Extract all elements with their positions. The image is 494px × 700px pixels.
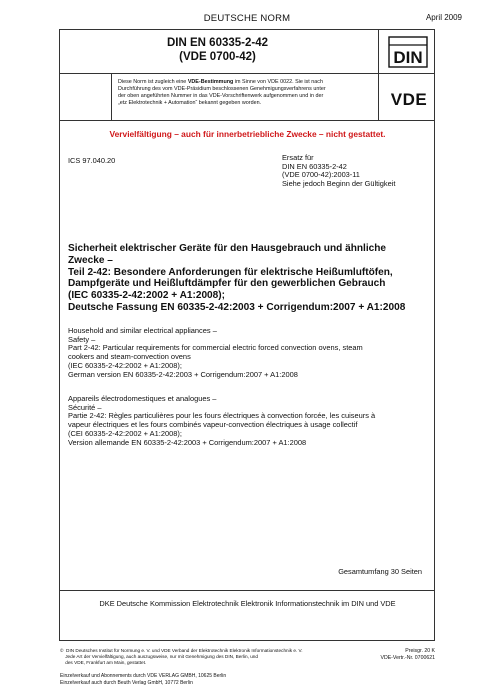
- vde-logo-text: VDE: [390, 90, 428, 109]
- replacement-info: [282, 154, 395, 188]
- divider-rule: [59, 120, 435, 121]
- title-line: cookers and steam-convection ovens: [68, 352, 191, 362]
- copyright-line: Jede Art der Vervielfältigung, auch auszugsweise, nur mit Genehmigung des DIN, Berlin, und: [60, 653, 259, 659]
- replacement-line: DIN EN 60335-2-42: [282, 161, 347, 171]
- replacement-line: (VDE 0700-42):2003-11: [282, 170, 360, 180]
- price-group: Preisgr. 20 K: [405, 648, 435, 654]
- note-column-rule: [111, 73, 112, 120]
- vde-note-text: der oben angeführten Nummer in das VDE-Vorschriftenwerk aufgenommen und in der: [118, 93, 324, 99]
- standard-title: [60, 36, 375, 64]
- vde-note-text: im Sinne von VDE 0022. Sie ist nach: [233, 79, 323, 85]
- sales-line: Einzelverkauf auch durch Beuth Verlag GmbH, 10772 Berlin: [60, 679, 193, 686]
- ics-code: ICS 97.040.20: [68, 156, 116, 165]
- title-line: (CEI 60335-2-42:2002 + A1:2008);: [68, 428, 182, 438]
- price-info: [381, 648, 436, 661]
- title-line: Sicherheit elektrischer Geräte für den Hausgebrauch und ähnliche: [68, 243, 387, 254]
- sales-info: [60, 673, 226, 686]
- copyright-line: des VDE, Frankfurt am Main, gestattet.: [60, 659, 147, 665]
- title-line: Dampfgeräte und Heißluftdämpfer für den gewerblichen Gebrauch: [68, 278, 386, 290]
- vde-logo: [388, 86, 430, 110]
- title-line: (IEC 60335-2-42:2002 + A1:2008);: [68, 290, 226, 302]
- copyright-notice: [60, 648, 360, 666]
- standard-number: DIN EN 60335-2-42: [167, 37, 268, 49]
- title-line: Deutsche Fassung EN 60335-2-42:2003 + Corrigendum:2007 + A1:2008: [68, 301, 406, 313]
- din-logo: [388, 36, 428, 68]
- vde-note-text: Durchführung des vom VDE-Präsidium beschlossenen Genehmigungsverfahrens unter: [118, 86, 326, 92]
- title-line: Safety –: [68, 334, 96, 344]
- din-logo-text: DIN: [393, 48, 423, 67]
- title-german: [68, 243, 430, 314]
- replacement-line: Ersatz für: [282, 153, 314, 162]
- title-line: vapeur électriques et les fours combinés vapeur-convection électriques à usage collectif: [68, 420, 358, 430]
- title-line: Sécurité –: [68, 402, 102, 412]
- title-line: Household and similar electrical appliances –: [68, 326, 217, 335]
- title-line: German version EN 60335-2-42:2003 + Corrigendum:2007 + A1:2008: [68, 369, 298, 379]
- copyright-line: © DIN Deutsches Institut für Normung e. V. und VDE Verband der Elektrotechnik Elektronik Informationstechnik e. V.: [60, 648, 303, 653]
- publication-date: April 2009: [425, 13, 462, 22]
- vde-number: (VDE 0700-42): [179, 51, 256, 63]
- title-line: Version allemande EN 60335-2-42:2003 + Corrigendum:2007 + A1:2008: [68, 437, 307, 447]
- vde-note-text: Diese Norm ist zugleich eine: [118, 79, 188, 85]
- order-number: VDE-Vertr.-Nr. 0700621: [380, 654, 435, 661]
- title-line: Partie 2-42: Règles particulières pour les fours électriques à convection forcée, les cuiseurs à: [68, 411, 376, 421]
- logo-column-rule: [378, 29, 379, 120]
- vde-note-bold: VDE-Bestimmung: [187, 79, 234, 85]
- vde-note-text: „etz Elektrotechnik + Automation“ bekannt gegeben worden.: [118, 100, 262, 106]
- replacement-line: Siehe jedoch Beginn der Gültigkeit: [282, 178, 396, 188]
- title-english: [68, 327, 430, 379]
- vde-determination-note: [118, 79, 375, 107]
- title-line: Part 2-42: Particular requirements for commercial electric forced convection ovens, steam: [68, 343, 363, 353]
- title-line: Appareils électrodomestiques et analogues –: [68, 394, 217, 403]
- sales-line: Einzelverkauf und Abonnements durch VDE VERLAG GMBH, 10625 Berlin: [60, 673, 227, 679]
- title-line: (IEC 60335-2-42:2002 + A1:2008);: [68, 360, 182, 370]
- reproduction-notice: Vervielfältigung – auch für innerbetriebliche Zwecke – nicht gestattet.: [109, 129, 386, 139]
- dke-line: DKE Deutsche Kommission Elektrotechnik Elektronik Informationstechnik im DIN und VDE: [99, 599, 396, 608]
- title-line: Teil 2-42: Besondere Anforderungen für elektrische Heißumluftöfen,: [68, 266, 393, 278]
- divider-rule: [59, 590, 435, 591]
- title-line: Zwecke –: [68, 254, 113, 266]
- title-french: [68, 395, 430, 447]
- norm-label: DEUTSCHE NORM: [203, 13, 291, 24]
- total-pages: Gesamtumfang 30 Seiten: [338, 567, 422, 576]
